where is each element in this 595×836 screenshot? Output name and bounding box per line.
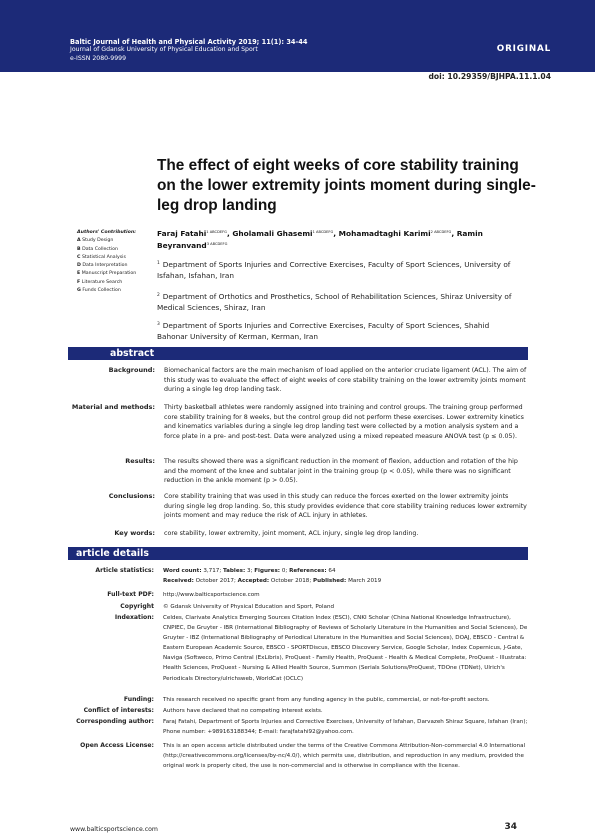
article-title: The effect of eight weeks of core stability training on the lower extremity joints moment during single-leg drop landing (157, 157, 536, 214)
abstract-keywords: core stability, lower extremity, joint moment, ACL injury, single leg drop landing. (164, 530, 419, 537)
author-name: Ramin Beyranvand (157, 229, 483, 250)
journal-citation: Baltic Journal of Health and Physical Activity 2019; 11(1): 34-44 (70, 38, 308, 46)
contribution-item: F Literature Search (77, 279, 123, 285)
full-text-pdf-link[interactable]: http://www.balticsportscience.com (163, 592, 260, 598)
abstract-background: Biomechanical factors are the main mechanism of load applied on the anterior cruciate ligament (ACL). The aim of this study was to evaluate the effect of eight weeks of core stability training on the lower extremity joints moment during a single leg drop landing task. (164, 367, 527, 394)
details-label: Open Access License: (80, 742, 154, 749)
details-label: Full-text PDF: (107, 591, 154, 598)
contributions-heading: Authors' Contribution: (77, 230, 137, 235)
indexation: Celdes, Clarivate Analytics Emerging Sources Citation Index (ESCI), CNKI Scholar (China National Knowledge Infrastructure), CNPIEC, De Gruyter - IBR (International Bibliography of Reviews of Scholarly Literature in the Humanities and Social Sciences), De Gruyter - IBZ (International Bibliography of Periodical Literature in the Humanities and Social Sciences), DOAJ, EBSCO - Central & Eastern European Academic Source, EBSCO - SPORTDiscus, EBSCO Discovery Service, Google Scholar, Index Copernicus, J-Gate, Naviga (Softweco, Primo Central (ExLibris), ProQuest - Family Health, ProQuest - Health & Medical Complete, ProQuest - Illustrata: Health Sciences, ProQuest - Nursing & Allied Health Source, Summon (Serials Solutions/ProQuest, TDOne (TDNet), Ulrich's Periodicals Directory/ulrichsweb, WorldCat (OCLC) (163, 615, 528, 682)
journal-issn: e-ISSN 2080-9999 (70, 55, 127, 62)
contribution-item: A Study Design (77, 238, 114, 244)
author-contribution-codes: 2 ABCDEFG (430, 230, 452, 234)
funding: This research received no specific grant from any funding agency in the public, commercial, or not-for-profit sectors. (163, 697, 490, 703)
page-number: 34 (504, 822, 517, 832)
abstract-methods: Thirty basketball athletes were randomly assigned into training and control groups. The training group performed core stability training for 8 weeks, but the control group did not perform these exercises. Lower extremity kinetics and kinematics variables during a single leg drop landing test were collected by a motion analysis system and a force plate in a pre- and post-test. Data were analyzed using a mixed repeated measure ANOVA test (p ≤ 0.05). (164, 404, 524, 440)
contribution-item: C Statistical Analysis (77, 254, 126, 260)
contribution-item: G Funds Collection (77, 288, 121, 294)
doi[interactable]: doi: 10.29359/BJHPA.11.1.04 (428, 72, 551, 81)
abstract-label: Background: (108, 366, 155, 374)
corresponding-author: Faraj Fatahi, Department of Sports Injuries and Corrective Exercises, University of Isfahan, Darvazeh Shiraz Square, Isfahan (Iran); Phone number: +989163188344; E-mail: farajfatahi92@yahoo.com. (163, 719, 528, 736)
abstract-label: Conclusions: (108, 492, 155, 500)
details-label: Indexation: (114, 614, 154, 621)
author-name: Faraj Fatahi (157, 229, 207, 238)
details-label: Corresponding author: (76, 718, 154, 725)
affiliation: $^3$ Department of Sports Injuries and Corrective Exercises, Faculty of Sport Sciences, Shahid Bahonar University of Kerman, Kerman, Iran (157, 321, 490, 341)
abstract-conclusions: Core stability training that was used in this study can reduce the forces exerted on the lower extremity joints during single leg drop landing. So, this study provides evidence that core stability training reduces lower extremity joints moment and may reduce the risk of ACL injury in athletes. (164, 493, 527, 520)
article-details-heading-bar: article details (68, 547, 528, 560)
details-label: Funding: (123, 696, 154, 703)
open-access-license: This is an open access article distributed under the terms of the Creative Commons Attribution-Non-commercial 4.0 International (http://creativecommons.org/licenses/by-nc/4.0/), which permits use, distribution, and reproduction in any medium, provided the original work is properly cited, the use is non-commercial and is otherwise in compliance with the license. (163, 743, 526, 770)
details-label: Conflict of interests: (83, 707, 154, 714)
contribution-item: B Data Collection (77, 246, 118, 252)
abstract-label: Key words: (114, 529, 155, 537)
author-contributions (77, 229, 157, 295)
author-contribution-codes: 3 ABCDEFG (206, 242, 228, 246)
footer-website-link[interactable]: www.balticsportscience.com (70, 826, 158, 833)
abstract-heading-bar: abstract (68, 347, 528, 360)
conflict-of-interests: Authors have declared that no competing interest exists. (163, 708, 323, 714)
journal-institution: Journal of Gdansk University of Physical Education and Sport (70, 46, 258, 53)
details-label: Article statistics: (95, 567, 154, 574)
journal-header (0, 0, 595, 72)
author-name: Gholamali Ghasemi (232, 229, 313, 238)
article-type-label: ORIGINAL (496, 44, 551, 54)
affiliation: $^1$ Department of Sports Injuries and Corrective Exercises, Faculty of Sport Sciences, University of Isfahan, Isfahan, Iran (157, 260, 511, 280)
author-contribution-codes: 1 ABCDEFG (312, 230, 334, 234)
author-list: Faraj Fatahi$^{1 ABCDEFG}$, Gholamali Ghasemi$^{1 ABCDEFG}$, Mohamadtaghi Karimi$^{2 ABCDEFG}$, Ramin Beyranvand$^{3 ABCDEFG}$ (157, 229, 483, 250)
contribution-item: D Data Interpretation (77, 263, 128, 269)
copyright: © Gdansk University of Physical Education and Sport, Poland (163, 604, 335, 610)
abstract-label: Material and methods: (71, 403, 155, 411)
author-contribution-codes: 1 ABCDEFG (206, 230, 227, 234)
contribution-item: E Manuscript Preparation (77, 271, 137, 277)
article-statistics: Word count: 3,717; Tables: 3; Figures: 0; References: 64 Received: October 2017; Accepted: October 2018; Published: March 2019 (163, 568, 382, 585)
details-label: Copyright (120, 603, 154, 610)
abstract-results: The results showed there was a significant reduction in the moment of flexion, adduction and rotation of the hip and the moment of the knee and subtalar joint in the training group (p < 0.05), while there was no significant reduction in the ankle moment (p > 0.05). (164, 458, 518, 485)
abstract-label: Results: (125, 457, 155, 465)
author-name: Mohamadtaghi Karimi (338, 229, 431, 238)
affiliation: $^2$ Department of Orthotics and Prosthetics, School of Rehabilitation Sciences, Shiraz University of Medical Sciences, Shiraz, Iran (157, 292, 512, 312)
